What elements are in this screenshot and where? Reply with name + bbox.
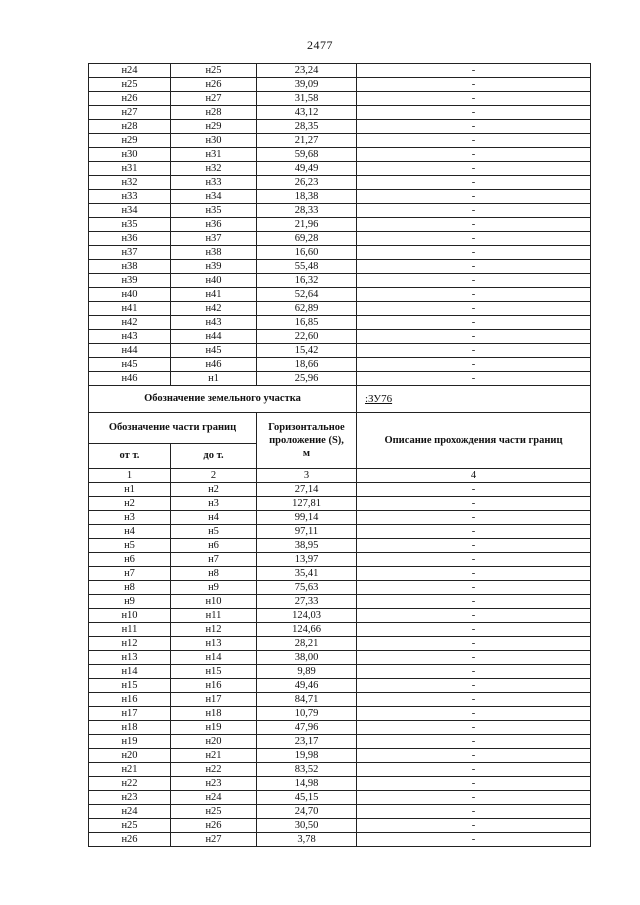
to-point-cell: н31 [171,148,257,162]
table-row [89,721,591,735]
from-point-cell: н45 [89,358,171,372]
from-point-cell: н26 [89,92,171,106]
table-row [89,232,591,246]
to-point-cell: н40 [171,274,257,288]
to-point-cell: н5 [171,525,257,539]
table-row [89,581,591,595]
table-row [89,246,591,260]
to-point-cell: н32 [171,162,257,176]
description-cell: - [357,106,591,120]
description-cell: - [357,246,591,260]
description-cell: - [357,260,591,274]
length-cell: 13,97 [257,553,357,567]
length-cell: 9,89 [257,665,357,679]
description-cell: - [357,204,591,218]
table-row [89,330,591,344]
length-cell: 22,60 [257,330,357,344]
to-point-cell: н34 [171,190,257,204]
description-cell: - [357,707,591,721]
length-cell: 21,96 [257,218,357,232]
horizontal-length-line3: м [302,448,311,459]
from-point-cell: н5 [89,539,171,553]
description-cell: - [357,483,591,497]
to-point-cell: н15 [171,665,257,679]
length-cell: 38,95 [257,539,357,553]
to-point-cell: н1 [171,372,257,386]
from-point-cell: н24 [89,805,171,819]
length-cell: 62,89 [257,302,357,316]
description-cell: - [357,819,591,833]
from-point-cell: н38 [89,260,171,274]
to-point-cell: н41 [171,288,257,302]
to-point-cell: н37 [171,232,257,246]
to-point-cell: н24 [171,791,257,805]
to-point-cell: н45 [171,344,257,358]
description-cell: - [357,176,591,190]
from-point-cell: н34 [89,204,171,218]
length-cell: 28,35 [257,120,357,134]
from-point-cell: н44 [89,344,171,358]
length-cell: 45,15 [257,791,357,805]
from-point-cell: н1 [89,483,171,497]
description-cell: - [357,190,591,204]
land-plot-value: :ЗУ76 [357,386,591,413]
to-point-cell: н43 [171,316,257,330]
description-cell: - [357,134,591,148]
from-point-cell: н25 [89,78,171,92]
length-cell: 59,68 [257,148,357,162]
length-cell: 84,71 [257,693,357,707]
description-cell: - [357,637,591,651]
to-point-cell: н25 [171,805,257,819]
table-row [89,679,591,693]
to-point-cell: н33 [171,176,257,190]
description-cell: - [357,735,591,749]
from-point-cell: н28 [89,120,171,134]
description-cell: - [357,372,591,386]
to-point-cell: н38 [171,246,257,260]
from-point-cell: н39 [89,274,171,288]
length-cell: 124,03 [257,609,357,623]
from-point-cell: н30 [89,148,171,162]
table-row [89,735,591,749]
from-point-cell: н35 [89,218,171,232]
from-point-cell: н14 [89,665,171,679]
to-point-cell: н27 [171,92,257,106]
table-row [89,567,591,581]
table-row [89,162,591,176]
column-number-1: 1 [89,469,171,483]
from-point-cell: н20 [89,749,171,763]
from-point-cell: н23 [89,791,171,805]
length-cell: 16,60 [257,246,357,260]
length-cell: 30,50 [257,819,357,833]
description-cell: - [357,749,591,763]
boundary-parts-header: Обозначение части границ [89,413,257,444]
from-point-cell: н8 [89,581,171,595]
length-cell: 97,11 [257,525,357,539]
length-cell: 18,38 [257,190,357,204]
length-cell: 23,24 [257,64,357,78]
from-point-cell: н29 [89,134,171,148]
from-point-cell: н46 [89,372,171,386]
table-row [89,497,591,511]
description-cell: - [357,609,591,623]
length-cell: 10,79 [257,707,357,721]
description-cell: - [357,497,591,511]
to-point-cell: н16 [171,679,257,693]
to-point-cell: н36 [171,218,257,232]
table-row [89,651,591,665]
description-cell: - [357,344,591,358]
table-row [89,260,591,274]
length-cell: 23,17 [257,735,357,749]
to-point-cell: н7 [171,553,257,567]
to-point-cell: н35 [171,204,257,218]
from-point-cell: н33 [89,190,171,204]
description-cell: - [357,316,591,330]
description-cell: - [357,162,591,176]
description-cell: - [357,148,591,162]
to-point-cell: н2 [171,483,257,497]
table-row [89,78,591,92]
from-point-cell: н25 [89,819,171,833]
length-cell: 52,64 [257,288,357,302]
description-cell: - [357,567,591,581]
to-point-cell: н26 [171,78,257,92]
from-point-cell: н17 [89,707,171,721]
land-plot-label: Обозначение земельного участка [89,386,357,413]
column-number-2: 2 [171,469,257,483]
description-cell: - [357,92,591,106]
description-cell: - [357,358,591,372]
to-point-cell: н17 [171,693,257,707]
description-cell: - [357,302,591,316]
table-row [89,106,591,120]
from-point-cell: н16 [89,693,171,707]
column-number-4: 4 [357,469,591,483]
from-point-cell: н26 [89,833,171,847]
from-point-cell: н11 [89,623,171,637]
from-point-cell: н27 [89,106,171,120]
to-point-cell: н8 [171,567,257,581]
to-point-cell: н14 [171,651,257,665]
table-row [89,777,591,791]
table-row [89,288,591,302]
from-point-cell: н19 [89,735,171,749]
table-row [89,92,591,106]
table-row [89,609,591,623]
table-row [89,302,591,316]
table-row [89,791,591,805]
length-cell: 75,63 [257,581,357,595]
from-point-cell: н31 [89,162,171,176]
length-cell: 27,14 [257,483,357,497]
length-cell: 69,28 [257,232,357,246]
boundary-table [88,63,591,847]
length-cell: 47,96 [257,721,357,735]
from-point-cell: н13 [89,651,171,665]
table-row [89,525,591,539]
table-row [89,749,591,763]
to-point-cell: н4 [171,511,257,525]
table-row [89,120,591,134]
page-number: 2477 [307,38,333,52]
to-point-cell: н20 [171,735,257,749]
description-cell: - [357,64,591,78]
table-row [89,316,591,330]
to-point-cell: н10 [171,595,257,609]
from-point-cell: н37 [89,246,171,260]
description-cell: - [357,218,591,232]
table-row [89,134,591,148]
from-point-cell: н40 [89,288,171,302]
horizontal-length-line1: Горизонтальное [268,422,345,433]
from-point-cell: н24 [89,64,171,78]
description-cell: - [357,595,591,609]
table-row [89,763,591,777]
to-point-cell: н26 [171,819,257,833]
from-point-cell: н18 [89,721,171,735]
table-row [89,819,591,833]
to-point-cell: н9 [171,581,257,595]
table-row [89,190,591,204]
table-row [89,372,591,386]
length-cell: 16,85 [257,316,357,330]
to-point-cell: н30 [171,134,257,148]
to-point-cell: н18 [171,707,257,721]
description-cell: - [357,693,591,707]
from-point-cell: н43 [89,330,171,344]
to-point-cell: н29 [171,120,257,134]
to-point-cell: н39 [171,260,257,274]
description-cell: - [357,288,591,302]
description-cell: - [357,763,591,777]
table-row [89,204,591,218]
length-cell: 49,49 [257,162,357,176]
from-point-cell: н9 [89,595,171,609]
from-point-cell: н7 [89,567,171,581]
from-point-cell: н32 [89,176,171,190]
length-cell: 39,09 [257,78,357,92]
description-cell: - [357,78,591,92]
length-cell: 27,33 [257,595,357,609]
from-point-header: от т. [89,444,171,469]
table-row [89,539,591,553]
description-cell: - [357,511,591,525]
length-cell: 19,98 [257,749,357,763]
to-point-cell: н19 [171,721,257,735]
length-cell: 26,23 [257,176,357,190]
table-row [89,665,591,679]
length-cell: 28,33 [257,204,357,218]
from-point-cell: н15 [89,679,171,693]
table-row [89,693,591,707]
to-point-cell: н42 [171,302,257,316]
from-point-cell: н4 [89,525,171,539]
description-cell: - [357,665,591,679]
to-point-cell: н12 [171,623,257,637]
description-cell: - [357,651,591,665]
length-cell: 55,48 [257,260,357,274]
to-point-cell: н21 [171,749,257,763]
length-cell: 15,42 [257,344,357,358]
description-cell: - [357,553,591,567]
length-cell: 28,21 [257,637,357,651]
description-cell: - [357,274,591,288]
table-row [89,637,591,651]
description-cell: - [357,120,591,134]
table-row [89,218,591,232]
length-cell: 31,58 [257,92,357,106]
description-cell: - [357,232,591,246]
length-cell: 21,27 [257,134,357,148]
description-cell: - [357,623,591,637]
to-point-cell: н6 [171,539,257,553]
to-point-cell: н13 [171,637,257,651]
table-row [89,358,591,372]
table-row [89,595,591,609]
table-row [89,707,591,721]
to-point-cell: н25 [171,64,257,78]
to-point-cell: н27 [171,833,257,847]
from-point-cell: н10 [89,609,171,623]
length-cell: 14,98 [257,777,357,791]
description-cell: - [357,330,591,344]
length-cell: 83,52 [257,763,357,777]
to-point-cell: н23 [171,777,257,791]
length-cell: 124,66 [257,623,357,637]
table-row [89,344,591,358]
description-cell: - [357,679,591,693]
to-point-cell: н22 [171,763,257,777]
from-point-cell: н6 [89,553,171,567]
table-row [89,833,591,847]
length-cell: 35,41 [257,567,357,581]
to-point-cell: н3 [171,497,257,511]
from-point-cell: н2 [89,497,171,511]
length-cell: 16,32 [257,274,357,288]
table-header [89,386,591,483]
description-cell: - [357,525,591,539]
horizontal-length-header [257,413,357,469]
description-cell: - [357,539,591,553]
table-row [89,511,591,525]
table-row [89,64,591,78]
upper-rows [89,64,591,386]
from-point-cell: н3 [89,511,171,525]
from-point-cell: н12 [89,637,171,651]
to-point-cell: н11 [171,609,257,623]
table-row [89,274,591,288]
description-cell: - [357,791,591,805]
length-cell: 43,12 [257,106,357,120]
table-row [89,623,591,637]
length-cell: 3,78 [257,833,357,847]
from-point-cell: н41 [89,302,171,316]
from-point-cell: н36 [89,232,171,246]
description-cell: - [357,777,591,791]
description-cell: - [357,721,591,735]
length-cell: 99,14 [257,511,357,525]
length-cell: 38,00 [257,651,357,665]
description-header: Описание прохождения части границ [357,413,591,469]
table-row [89,148,591,162]
description-cell: - [357,833,591,847]
length-cell: 24,70 [257,805,357,819]
length-cell: 18,66 [257,358,357,372]
length-cell: 25,96 [257,372,357,386]
table-row [89,553,591,567]
horizontal-length-line2: проложение (S), [269,435,344,446]
length-cell: 127,81 [257,497,357,511]
column-number-3: 3 [257,469,357,483]
table-row [89,483,591,497]
lower-rows [89,483,591,847]
to-point-header: до т. [171,444,257,469]
to-point-cell: н46 [171,358,257,372]
description-cell: - [357,805,591,819]
to-point-cell: н44 [171,330,257,344]
table-row [89,805,591,819]
to-point-cell: н28 [171,106,257,120]
from-point-cell: н42 [89,316,171,330]
from-point-cell: н22 [89,777,171,791]
description-cell: - [357,581,591,595]
length-cell: 49,46 [257,679,357,693]
table-row [89,176,591,190]
from-point-cell: н21 [89,763,171,777]
